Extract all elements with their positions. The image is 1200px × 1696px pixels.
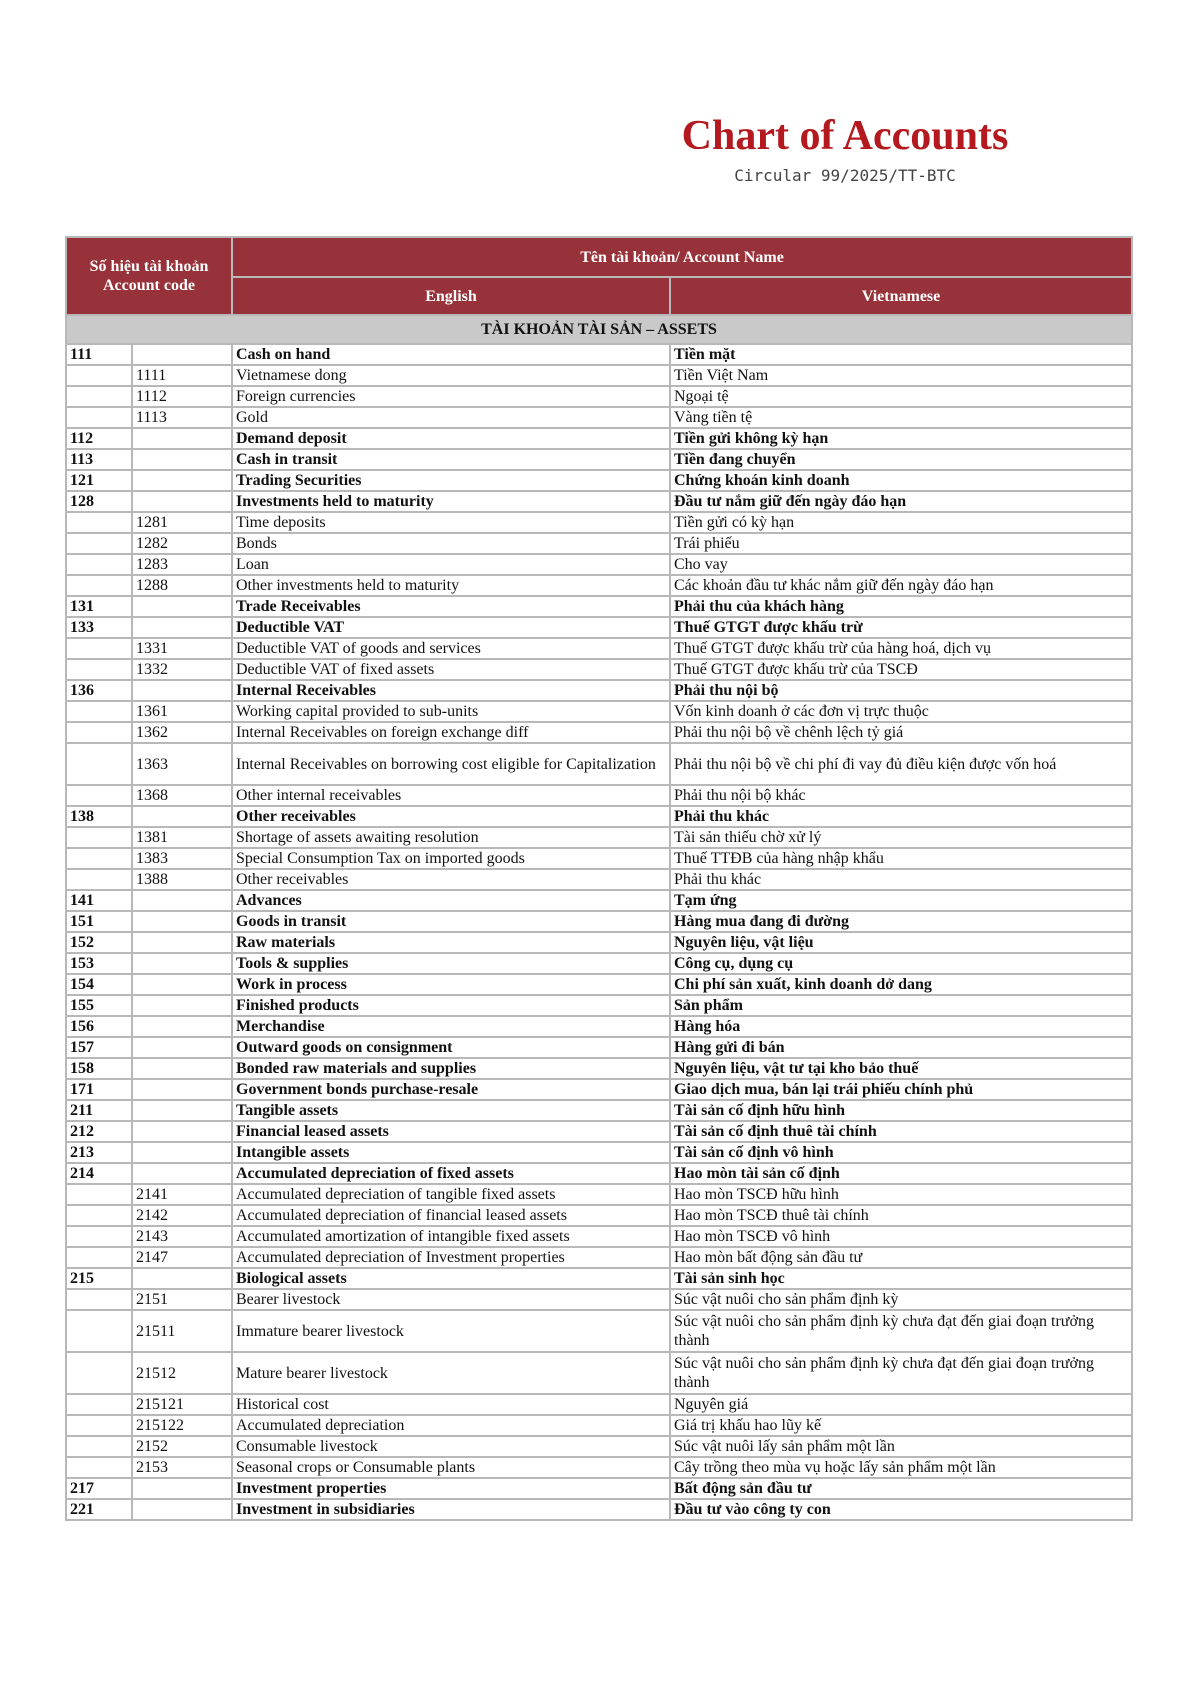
account-code-level1: 213 bbox=[66, 1142, 132, 1163]
account-name-vietnamese: Ngoại tệ bbox=[670, 386, 1132, 407]
table-row bbox=[66, 428, 1132, 449]
account-code-level1 bbox=[66, 554, 132, 575]
account-name-english: Immature bearer livestock bbox=[232, 1310, 670, 1352]
account-name-vietnamese: Tiền Việt Nam bbox=[670, 365, 1132, 386]
table-row bbox=[66, 470, 1132, 491]
account-name-english: Demand deposit bbox=[232, 428, 670, 449]
account-code-level1 bbox=[66, 407, 132, 428]
account-code-level1 bbox=[66, 1205, 132, 1226]
account-code-level2: 2151 bbox=[132, 1289, 232, 1310]
account-code-level1 bbox=[66, 1289, 132, 1310]
account-code-level1 bbox=[66, 1310, 132, 1352]
account-name-vietnamese: Súc vật nuôi cho sản phẩm định kỳ chưa đạt đến giai đoạn trưởng thành bbox=[670, 1310, 1132, 1352]
account-code-level1 bbox=[66, 365, 132, 386]
account-name-english: Accumulated depreciation of financial leased assets bbox=[232, 1205, 670, 1226]
account-name-vietnamese: Thuế GTGT được khấu trừ bbox=[670, 617, 1132, 638]
account-name-vietnamese: Trái phiếu bbox=[670, 533, 1132, 554]
account-name-english: Financial leased assets bbox=[232, 1121, 670, 1142]
table-row bbox=[66, 554, 1132, 575]
table-row bbox=[66, 785, 1132, 806]
account-name-vietnamese: Phải thu nội bộ về chi phí đi vay đủ điều kiện được vốn hoá bbox=[670, 743, 1132, 785]
account-name-english: Cash on hand bbox=[232, 344, 670, 365]
table-row bbox=[66, 1121, 1132, 1142]
account-name-english: Trade Receivables bbox=[232, 596, 670, 617]
account-name-vietnamese: Hao mòn TSCĐ thuê tài chính bbox=[670, 1205, 1132, 1226]
account-name-vietnamese: Tạm ứng bbox=[670, 890, 1132, 911]
table-row bbox=[66, 365, 1132, 386]
account-code-level2 bbox=[132, 1478, 232, 1499]
account-name-vietnamese: Vốn kinh doanh ở các đơn vị trực thuộc bbox=[670, 701, 1132, 722]
account-code-level1: 133 bbox=[66, 617, 132, 638]
account-name-english: Goods in transit bbox=[232, 911, 670, 932]
account-name-english: Accumulated depreciation bbox=[232, 1415, 670, 1436]
account-code-level1: 136 bbox=[66, 680, 132, 701]
account-code-level2: 1281 bbox=[132, 512, 232, 533]
account-code-level2: 21511 bbox=[132, 1310, 232, 1352]
account-name-vietnamese: Hàng gửi đi bán bbox=[670, 1037, 1132, 1058]
account-code-level2: 2143 bbox=[132, 1226, 232, 1247]
account-code-level1: 113 bbox=[66, 449, 132, 470]
account-name-english: Biological assets bbox=[232, 1268, 670, 1289]
account-name-vietnamese: Súc vật nuôi cho sản phẩm định kỳ chưa đạt đến giai đoạn trưởng thành bbox=[670, 1352, 1132, 1394]
account-code-level1: 138 bbox=[66, 806, 132, 827]
account-name-english: Advances bbox=[232, 890, 670, 911]
table-row bbox=[66, 638, 1132, 659]
account-name-vietnamese: Các khoản đầu tư khác nắm giữ đến ngày đáo hạn bbox=[670, 575, 1132, 596]
account-name-vietnamese: Phải thu nội bộ về chênh lệch tỷ giá bbox=[670, 722, 1132, 743]
table-row bbox=[66, 1184, 1132, 1205]
account-name-english: Investment in subsidiaries bbox=[232, 1499, 670, 1520]
account-name-english: Working capital provided to sub-units bbox=[232, 701, 670, 722]
account-code-level2 bbox=[132, 1079, 232, 1100]
account-code-level2 bbox=[132, 1499, 232, 1520]
account-code-level1: 217 bbox=[66, 1478, 132, 1499]
account-code-level1 bbox=[66, 827, 132, 848]
col-header-code-vi: Số hiệu tài khoản bbox=[89, 258, 209, 275]
account-code-level1: 131 bbox=[66, 596, 132, 617]
account-name-vietnamese: Tài sản cố định thuê tài chính bbox=[670, 1121, 1132, 1142]
account-code-level1: 128 bbox=[66, 491, 132, 512]
account-code-level2 bbox=[132, 1100, 232, 1121]
account-code-level1 bbox=[66, 1247, 132, 1268]
account-name-vietnamese: Tiền mặt bbox=[670, 344, 1132, 365]
table-row bbox=[66, 1037, 1132, 1058]
account-name-english: Vietnamese dong bbox=[232, 365, 670, 386]
table-row bbox=[66, 533, 1132, 554]
account-code-level1: 112 bbox=[66, 428, 132, 449]
account-name-vietnamese: Cho vay bbox=[670, 554, 1132, 575]
col-header-vietnamese: Vietnamese bbox=[670, 277, 1132, 315]
account-code-level2: 1288 bbox=[132, 575, 232, 596]
account-code-level1 bbox=[66, 869, 132, 890]
account-code-level1: 121 bbox=[66, 470, 132, 491]
account-name-english: Deductible VAT of fixed assets bbox=[232, 659, 670, 680]
account-name-english: Loan bbox=[232, 554, 670, 575]
account-name-english: Internal Receivables bbox=[232, 680, 670, 701]
table-row bbox=[66, 848, 1132, 869]
table-row bbox=[66, 617, 1132, 638]
table-row bbox=[66, 1016, 1132, 1037]
account-code-level1 bbox=[66, 1457, 132, 1478]
account-name-english: Cash in transit bbox=[232, 449, 670, 470]
account-code-level1: 141 bbox=[66, 890, 132, 911]
account-name-vietnamese: Nguyên liệu, vật liệu bbox=[670, 932, 1132, 953]
account-code-level2: 1111 bbox=[132, 365, 232, 386]
account-code-level1: 154 bbox=[66, 974, 132, 995]
account-code-level2 bbox=[132, 1268, 232, 1289]
account-code-level1: 157 bbox=[66, 1037, 132, 1058]
account-code-level2: 2147 bbox=[132, 1247, 232, 1268]
table-row bbox=[66, 1163, 1132, 1184]
account-name-vietnamese: Chi phí sản xuất, kinh doanh dở dang bbox=[670, 974, 1132, 995]
account-code-level1: 155 bbox=[66, 995, 132, 1016]
account-name-english: Internal Receivables on foreign exchange diff bbox=[232, 722, 670, 743]
account-code-level2: 1331 bbox=[132, 638, 232, 659]
table-row bbox=[66, 1394, 1132, 1415]
account-code-level2: 1332 bbox=[132, 659, 232, 680]
account-name-vietnamese: Phải thu của khách hàng bbox=[670, 596, 1132, 617]
account-name-english: Bonded raw materials and supplies bbox=[232, 1058, 670, 1079]
account-code-level2 bbox=[132, 974, 232, 995]
account-name-english: Shortage of assets awaiting resolution bbox=[232, 827, 670, 848]
account-name-vietnamese: Đầu tư nắm giữ đến ngày đáo hạn bbox=[670, 491, 1132, 512]
account-name-english: Other receivables bbox=[232, 869, 670, 890]
account-name-vietnamese: Sản phẩm bbox=[670, 995, 1132, 1016]
account-name-english: Consumable livestock bbox=[232, 1436, 670, 1457]
account-code-level2: 1112 bbox=[132, 386, 232, 407]
account-code-level1 bbox=[66, 848, 132, 869]
account-code-level1: 153 bbox=[66, 953, 132, 974]
account-code-level2: 215122 bbox=[132, 1415, 232, 1436]
account-code-level2 bbox=[132, 932, 232, 953]
table-row bbox=[66, 1205, 1132, 1226]
account-code-level1: 212 bbox=[66, 1121, 132, 1142]
account-code-level2: 1388 bbox=[132, 869, 232, 890]
account-code-level2: 21512 bbox=[132, 1352, 232, 1394]
table-row bbox=[66, 1226, 1132, 1247]
table-row bbox=[66, 575, 1132, 596]
account-name-english: Outward goods on consignment bbox=[232, 1037, 670, 1058]
table-row bbox=[66, 680, 1132, 701]
account-code-level1 bbox=[66, 1184, 132, 1205]
account-name-vietnamese: Tài sản sinh học bbox=[670, 1268, 1132, 1289]
account-name-vietnamese: Tiền gửi có kỳ hạn bbox=[670, 512, 1132, 533]
section-header-assets: TÀI KHOẢN TÀI SẢN – ASSETS bbox=[66, 315, 1132, 344]
account-code-level1 bbox=[66, 1352, 132, 1394]
account-name-vietnamese: Nguyên giá bbox=[670, 1394, 1132, 1415]
account-code-level2 bbox=[132, 995, 232, 1016]
account-code-level1 bbox=[66, 1415, 132, 1436]
account-name-vietnamese: Phải thu khác bbox=[670, 806, 1132, 827]
account-code-level2: 1283 bbox=[132, 554, 232, 575]
account-name-vietnamese: Bất động sản đầu tư bbox=[670, 1478, 1132, 1499]
table-row bbox=[66, 1142, 1132, 1163]
col-header-code-en: Account code bbox=[103, 277, 195, 294]
table-row bbox=[66, 1457, 1132, 1478]
table-row bbox=[66, 932, 1132, 953]
account-name-vietnamese: Chứng khoán kinh doanh bbox=[670, 470, 1132, 491]
account-name-english: Gold bbox=[232, 407, 670, 428]
account-name-english: Deductible VAT of goods and services bbox=[232, 638, 670, 659]
account-name-english: Special Consumption Tax on imported goods bbox=[232, 848, 670, 869]
account-code-level1: 158 bbox=[66, 1058, 132, 1079]
table-row bbox=[66, 722, 1132, 743]
col-header-account-name: Tên tài khoản/ Account Name bbox=[232, 237, 1132, 277]
account-code-level1 bbox=[66, 1226, 132, 1247]
account-code-level1 bbox=[66, 659, 132, 680]
account-code-level2 bbox=[132, 1016, 232, 1037]
account-name-english: Accumulated depreciation of Investment properties bbox=[232, 1247, 670, 1268]
account-code-level1: 221 bbox=[66, 1499, 132, 1520]
account-name-vietnamese: Thuế GTGT được khấu trừ của hàng hoá, dịch vụ bbox=[670, 638, 1132, 659]
account-code-level1 bbox=[66, 533, 132, 554]
account-code-level1 bbox=[66, 386, 132, 407]
account-name-vietnamese: Súc vật nuôi lấy sản phẩm một lần bbox=[670, 1436, 1132, 1457]
account-code-level2 bbox=[132, 911, 232, 932]
account-name-vietnamese: Tài sản cố định vô hình bbox=[670, 1142, 1132, 1163]
table-row bbox=[66, 911, 1132, 932]
table-row bbox=[66, 1079, 1132, 1100]
account-name-english: Time deposits bbox=[232, 512, 670, 533]
account-code-level1 bbox=[66, 1394, 132, 1415]
account-code-level2 bbox=[132, 1142, 232, 1163]
table-row bbox=[66, 1415, 1132, 1436]
table-row bbox=[66, 869, 1132, 890]
account-code-level2: 1381 bbox=[132, 827, 232, 848]
account-code-level2 bbox=[132, 1163, 232, 1184]
account-name-english: Investment properties bbox=[232, 1478, 670, 1499]
account-code-level1 bbox=[66, 575, 132, 596]
account-code-level1: 151 bbox=[66, 911, 132, 932]
table-row bbox=[66, 701, 1132, 722]
col-header-english: English bbox=[232, 277, 670, 315]
account-code-level2: 1113 bbox=[132, 407, 232, 428]
table-row bbox=[66, 344, 1132, 365]
account-name-english: Other receivables bbox=[232, 806, 670, 827]
account-name-vietnamese: Vàng tiền tệ bbox=[670, 407, 1132, 428]
account-name-vietnamese: Tài sản thiếu chờ xử lý bbox=[670, 827, 1132, 848]
table-row bbox=[66, 1289, 1132, 1310]
table-row bbox=[66, 1499, 1132, 1520]
account-name-english: Bonds bbox=[232, 533, 670, 554]
table-row bbox=[66, 806, 1132, 827]
account-name-english: Tools & supplies bbox=[232, 953, 670, 974]
table-row bbox=[66, 1247, 1132, 1268]
account-name-vietnamese: Hàng hóa bbox=[670, 1016, 1132, 1037]
account-code-level2: 1361 bbox=[132, 701, 232, 722]
account-code-level2 bbox=[132, 491, 232, 512]
table-row bbox=[66, 491, 1132, 512]
table-row bbox=[66, 1436, 1132, 1457]
account-name-vietnamese: Phải thu khác bbox=[670, 869, 1132, 890]
account-code-level2: 2152 bbox=[132, 1436, 232, 1457]
table-row bbox=[66, 827, 1132, 848]
account-code-level2 bbox=[132, 449, 232, 470]
table-row bbox=[66, 1310, 1132, 1352]
table-row bbox=[66, 1100, 1132, 1121]
account-code-level1 bbox=[66, 785, 132, 806]
account-name-vietnamese: Công cụ, dụng cụ bbox=[670, 953, 1132, 974]
account-code-level1: 215 bbox=[66, 1268, 132, 1289]
account-name-vietnamese: Hao mòn TSCĐ hữu hình bbox=[670, 1184, 1132, 1205]
table-row bbox=[66, 890, 1132, 911]
table-row bbox=[66, 512, 1132, 533]
account-code-level2: 1282 bbox=[132, 533, 232, 554]
table-row bbox=[66, 995, 1132, 1016]
col-header-account-code bbox=[66, 237, 232, 315]
account-name-vietnamese: Tài sản cố định hữu hình bbox=[670, 1100, 1132, 1121]
table-row bbox=[66, 743, 1132, 785]
table-row bbox=[66, 659, 1132, 680]
table-row bbox=[66, 1352, 1132, 1394]
account-name-vietnamese: Thuế TTĐB của hàng nhập khẩu bbox=[670, 848, 1132, 869]
account-name-vietnamese: Tiền đang chuyển bbox=[670, 449, 1132, 470]
account-code-level2: 215121 bbox=[132, 1394, 232, 1415]
account-code-level1 bbox=[66, 743, 132, 785]
account-code-level2 bbox=[132, 1037, 232, 1058]
account-code-level1: 152 bbox=[66, 932, 132, 953]
account-name-english: Government bonds purchase-resale bbox=[232, 1079, 670, 1100]
account-code-level2: 1363 bbox=[132, 743, 232, 785]
account-name-vietnamese: Cây trồng theo mùa vụ hoặc lấy sản phẩm một lần bbox=[670, 1457, 1132, 1478]
page-subtitle: Circular 99/2025/TT-BTC bbox=[734, 166, 956, 185]
account-name-english: Merchandise bbox=[232, 1016, 670, 1037]
table-row bbox=[66, 407, 1132, 428]
account-code-level2 bbox=[132, 344, 232, 365]
account-code-level2 bbox=[132, 428, 232, 449]
account-name-english: Deductible VAT bbox=[232, 617, 670, 638]
account-code-level2 bbox=[132, 680, 232, 701]
account-name-vietnamese: Thuế GTGT được khấu trừ của TSCĐ bbox=[670, 659, 1132, 680]
account-name-english: Work in process bbox=[232, 974, 670, 995]
table-row bbox=[66, 596, 1132, 617]
account-code-level1: 171 bbox=[66, 1079, 132, 1100]
table-row bbox=[66, 386, 1132, 407]
account-name-english: Accumulated depreciation of fixed assets bbox=[232, 1163, 670, 1184]
table-row bbox=[66, 1058, 1132, 1079]
account-code-level2 bbox=[132, 890, 232, 911]
account-code-level1 bbox=[66, 1436, 132, 1457]
table-row bbox=[66, 953, 1132, 974]
account-code-level2 bbox=[132, 806, 232, 827]
account-name-english: Investments held to maturity bbox=[232, 491, 670, 512]
account-name-vietnamese: Giao dịch mua, bán lại trái phiếu chính phủ bbox=[670, 1079, 1132, 1100]
page-title: Chart of Accounts bbox=[681, 113, 1009, 159]
account-code-level1 bbox=[66, 512, 132, 533]
account-name-vietnamese: Giá trị khấu hao lũy kế bbox=[670, 1415, 1132, 1436]
account-name-english: Mature bearer livestock bbox=[232, 1352, 670, 1394]
account-name-english: Intangible assets bbox=[232, 1142, 670, 1163]
table-row bbox=[66, 974, 1132, 995]
account-code-level2: 1362 bbox=[132, 722, 232, 743]
account-code-level2 bbox=[132, 596, 232, 617]
account-code-level1: 156 bbox=[66, 1016, 132, 1037]
accounts-table bbox=[65, 236, 1133, 1521]
account-name-english: Bearer livestock bbox=[232, 1289, 670, 1310]
account-code-level1 bbox=[66, 638, 132, 659]
account-name-english: Other investments held to maturity bbox=[232, 575, 670, 596]
account-name-english: Seasonal crops or Consumable plants bbox=[232, 1457, 670, 1478]
table-row bbox=[66, 1478, 1132, 1499]
table-row bbox=[66, 449, 1132, 470]
account-code-level2: 1383 bbox=[132, 848, 232, 869]
account-name-english: Accumulated depreciation of tangible fixed assets bbox=[232, 1184, 670, 1205]
account-name-english: Other internal receivables bbox=[232, 785, 670, 806]
account-name-english: Trading Securities bbox=[232, 470, 670, 491]
account-code-level2 bbox=[132, 1121, 232, 1142]
account-name-english: Tangible assets bbox=[232, 1100, 670, 1121]
account-code-level2 bbox=[132, 953, 232, 974]
account-code-level1 bbox=[66, 722, 132, 743]
account-code-level1: 211 bbox=[66, 1100, 132, 1121]
account-code-level2: 2142 bbox=[132, 1205, 232, 1226]
account-code-level2: 2141 bbox=[132, 1184, 232, 1205]
account-name-english: Accumulated amortization of intangible fixed assets bbox=[232, 1226, 670, 1247]
account-code-level1: 111 bbox=[66, 344, 132, 365]
account-code-level2: 1368 bbox=[132, 785, 232, 806]
account-code-level1 bbox=[66, 701, 132, 722]
account-name-english: Raw materials bbox=[232, 932, 670, 953]
account-name-english: Internal Receivables on borrowing cost eligible for Capitalization bbox=[232, 743, 670, 785]
account-code-level2 bbox=[132, 617, 232, 638]
account-name-vietnamese: Súc vật nuôi cho sản phẩm định kỳ bbox=[670, 1289, 1132, 1310]
table-row bbox=[66, 1268, 1132, 1289]
account-name-vietnamese: Tiền gửi không kỳ hạn bbox=[670, 428, 1132, 449]
account-code-level2 bbox=[132, 470, 232, 491]
account-name-vietnamese: Phải thu nội bộ bbox=[670, 680, 1132, 701]
account-name-vietnamese: Nguyên liệu, vật tư tại kho bảo thuế bbox=[670, 1058, 1132, 1079]
account-name-vietnamese: Đầu tư vào công ty con bbox=[670, 1499, 1132, 1520]
account-name-english: Historical cost bbox=[232, 1394, 670, 1415]
account-name-vietnamese: Hàng mua đang đi đường bbox=[670, 911, 1132, 932]
account-name-vietnamese: Hao mòn bất động sản đầu tư bbox=[670, 1247, 1132, 1268]
account-name-vietnamese: Phải thu nội bộ khác bbox=[670, 785, 1132, 806]
account-code-level2: 2153 bbox=[132, 1457, 232, 1478]
account-name-vietnamese: Hao mòn TSCĐ vô hình bbox=[670, 1226, 1132, 1247]
account-name-english: Foreign currencies bbox=[232, 386, 670, 407]
account-name-english: Finished products bbox=[232, 995, 670, 1016]
account-code-level1: 214 bbox=[66, 1163, 132, 1184]
account-code-level2 bbox=[132, 1058, 232, 1079]
account-name-vietnamese: Hao mòn tài sản cố định bbox=[670, 1163, 1132, 1184]
